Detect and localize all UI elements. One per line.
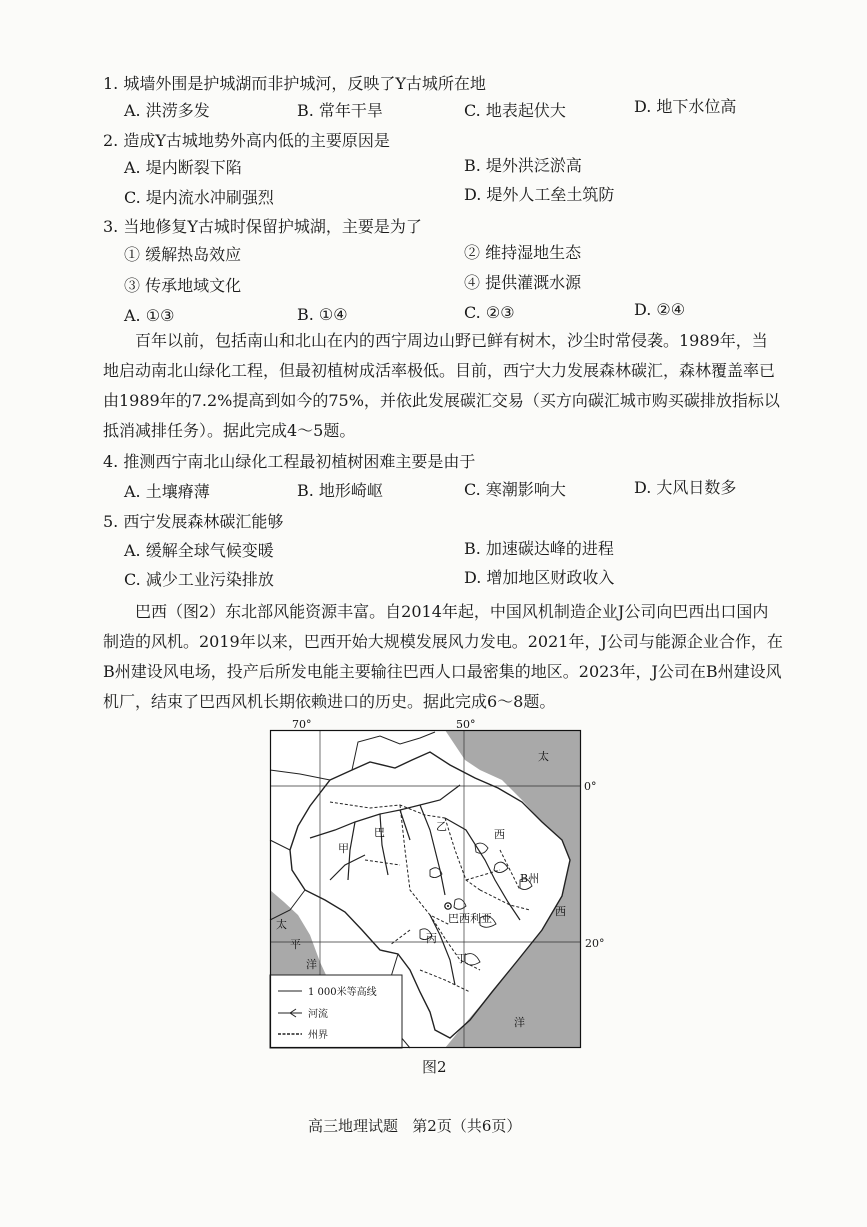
q1-option-a: A. 洪涝多发 [124, 101, 210, 120]
pacific-label-tai: 太 [276, 918, 287, 931]
q2-option-a: A. 堤内断裂下陷 [124, 158, 242, 177]
label-ding: 丁 [456, 952, 467, 965]
question-4-stem: 4. 推测西宁南北山绿化工程最初植树困难主要是由于 [103, 452, 476, 471]
ocean-label-tai: 太 [538, 750, 549, 763]
q3-option-c: C. ②③ [464, 303, 515, 322]
q2-option-c: C. 堤内流水冲刷强烈 [124, 188, 274, 207]
lat-label-0: 0° [584, 780, 597, 793]
q2-option-d: D. 堤外人工垒土筑防 [464, 185, 615, 204]
page-footer: 高三地理试题 第2页（共6页） [308, 1117, 522, 1135]
label-xi: 西 [494, 828, 505, 841]
q1-option-b: B. 常年干旱 [297, 101, 383, 120]
passage-brazil: 巴西（图2）东北部风能资源丰富。自2014年起，中国风机制造企业J公司向巴西出口国内制造的风机。2019年以来，巴西开始大规模发展风力发电。2021年，J公司与能源企业合作，在B州建设风电场，投产后所发电能主要输往巴西人口最密集的地区。2023年，J公司在B州建设风机厂，结束了巴西风机长期依赖进口的历史。据此完成6～8题。 [103, 602, 783, 711]
ocean-label-yang: 洋 [514, 1016, 525, 1029]
q5-option-a: A. 缓解全球气候变暖 [124, 541, 274, 560]
q2-option-b: B. 堤外洪泛淤高 [464, 156, 582, 175]
label-yi: 乙 [436, 820, 447, 833]
q4-option-a: A. 土壤瘠薄 [124, 482, 210, 501]
legend-state-boundary: 州界 [308, 1030, 328, 1041]
label-jia: 甲 [338, 842, 349, 855]
label-b-state: B州 [520, 872, 540, 885]
q5-option-c: C. 减少工业污染排放 [124, 570, 274, 589]
q3-option-b: B. ①④ [297, 305, 348, 324]
q3-option-a: A. ①③ [124, 306, 175, 325]
q4-option-c: C. 寒潮影响大 [464, 480, 566, 499]
pacific-label-yang: 洋 [306, 958, 317, 971]
figure-caption: 图2 [422, 1058, 447, 1076]
q3-statement-3: ③ 传承地域文化 [124, 276, 242, 295]
label-brasilia: 巴西利亚 [448, 912, 492, 925]
q4-option-b: B. 地形崎岖 [297, 481, 383, 500]
legend-river: 河流 [308, 1009, 328, 1020]
q3-statement-2: ② 维持湿地生态 [464, 243, 582, 262]
lon-label-70: 70° [292, 718, 312, 731]
q3-statement-1: ① 缓解热岛效应 [124, 245, 242, 264]
q3-option-d: D. ②④ [634, 300, 686, 319]
question-5-stem: 5. 西宁发展森林碳汇能够 [103, 512, 284, 531]
q4-option-d: D. 大风日数多 [634, 478, 737, 497]
passage-xining: 百年以前，包括南山和北山在内的西宁周边山野已鲜有树木，沙尘时常侵袭。1989年，当地启动南北山绿化工程，但最初植树成活率极低。目前，西宁大力发展森林碳汇，森林覆盖率已由1989年的7.2%提高到如今的75%，并依此发展碳汇交易（买方向碳汇城市购买碳排放指标以抵消减排任务）。据此完成4～5题。 [103, 331, 780, 440]
pacific-label-ping: 平 [290, 938, 301, 951]
legend-contour: 1 000米等高线 [308, 987, 377, 998]
map-legend [270, 975, 402, 1048]
question-2-stem: 2. 造成Y古城地势外高内低的主要原因是 [103, 131, 390, 150]
q1-option-c: C. 地表起伏大 [464, 101, 566, 120]
q1-option-d: D. 地下水位高 [634, 97, 737, 116]
ocean-label-xi: 西 [555, 905, 566, 918]
label-bing: 丙 [426, 932, 437, 945]
question-1-stem: 1. 城墙外围是护城湖而非护城河，反映了Y古城所在地 [103, 74, 486, 93]
lon-label-50: 50° [456, 718, 476, 731]
label-ba: 巴 [374, 826, 385, 839]
q5-option-d: D. 增加地区财政收入 [464, 568, 615, 587]
lat-label-20: 20° [585, 937, 605, 950]
q5-option-b: B. 加速碳达峰的进程 [464, 539, 614, 558]
q3-statement-4: ④ 提供灌溉水源 [464, 273, 582, 292]
question-3-stem: 3. 当地修复Y古城时保留护城湖，主要是为了 [103, 217, 422, 236]
